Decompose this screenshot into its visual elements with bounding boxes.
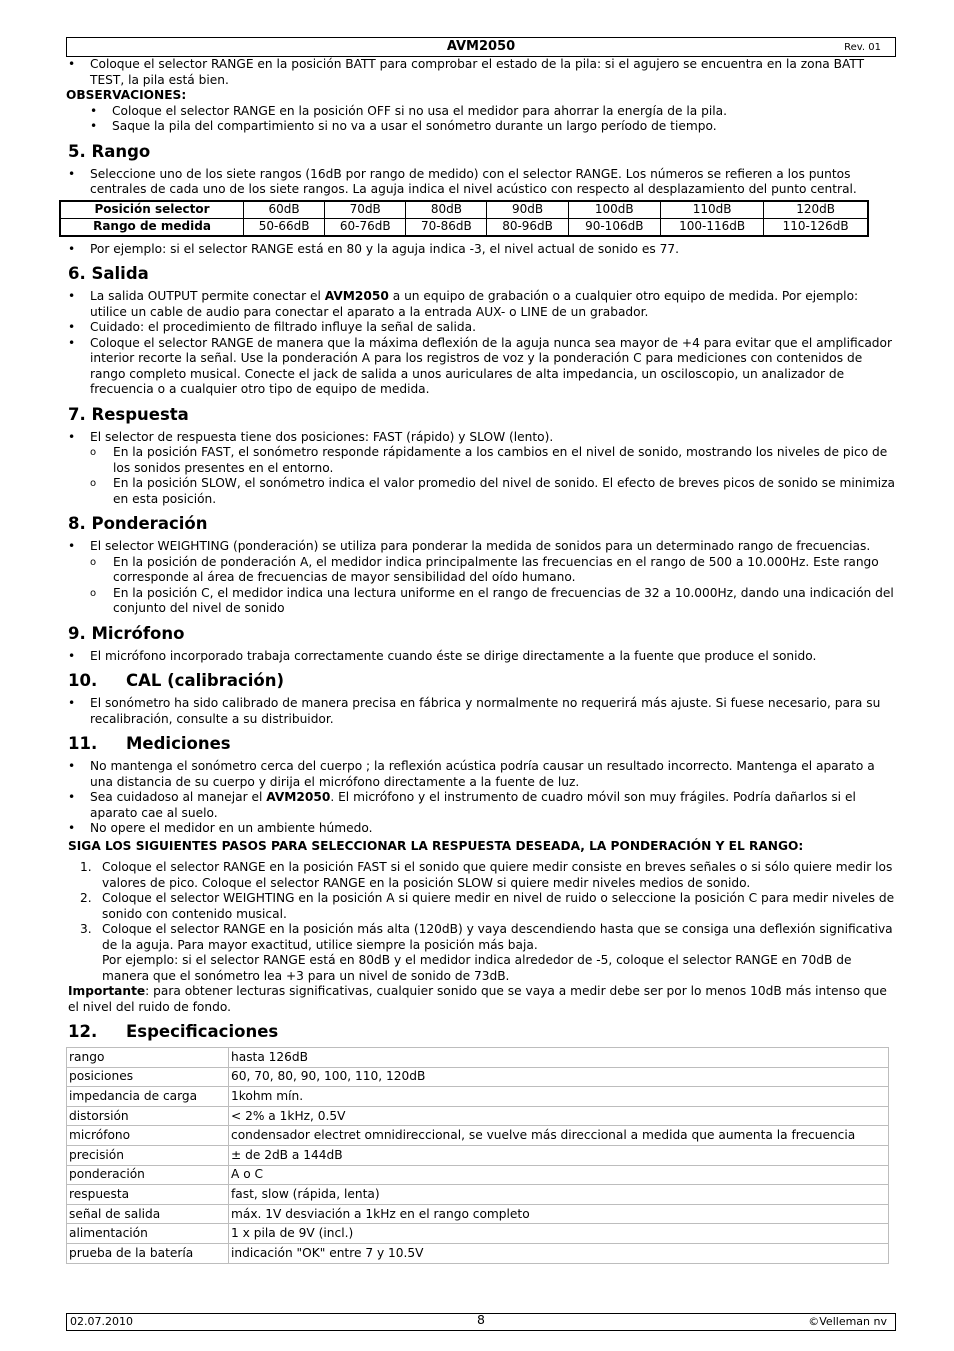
table-cell: 120dB	[764, 201, 868, 219]
steps-heading: SIGA LOS SIGUIENTES PASOS PARA SELECCIONAR LA RESPUESTA DESEADA, LA PONDERACIÓN Y EL RANGO:	[68, 838, 804, 853]
table-cell: 90-106dB	[568, 218, 660, 236]
header-revision: Rev. 01	[844, 42, 881, 53]
table-cell: 70-86dB	[406, 218, 487, 236]
list-item: • Coloque el selector RANGE en la posición OFF si no usa el medidor para ahorrar la energía de la pila.	[88, 104, 896, 120]
spec-key: señal de salida	[67, 1204, 229, 1224]
section-heading: 7. Respuesta	[68, 404, 189, 424]
header-title: AVM2050	[446, 39, 516, 54]
table-row	[67, 1106, 889, 1126]
table-cell: 110-126dB	[764, 218, 868, 236]
spec-value: hasta 126dB	[229, 1048, 889, 1068]
table-row	[67, 1048, 889, 1068]
section-list	[66, 242, 896, 258]
table-row	[67, 1224, 889, 1244]
table-row	[67, 1185, 889, 1205]
document-page	[66, 37, 896, 1264]
section-heading: 6. Salida	[68, 264, 149, 283]
table-row	[67, 1087, 889, 1107]
table-row	[67, 1145, 889, 1165]
spec-key: rango	[67, 1048, 229, 1068]
spec-key: posiciones	[67, 1067, 229, 1087]
footer-date: 02.07.2010	[70, 1315, 133, 1328]
section-heading: 8. Ponderación	[68, 514, 208, 533]
section-heading: 11. Mediciones	[68, 734, 231, 753]
list-item: 1. Coloque el selector RANGE en la posición FAST si el sonido que quiere medir consiste en breves señales o si sólo quiere medir los valores de pico. Coloque el selector RANGE en la posición SLOW si quiere medir niveles medios de sonido.	[80, 860, 893, 890]
table-cell: 60dB	[244, 201, 325, 219]
list-item: • Cuidado: el procedimiento de filtrado influye la señal de salida.	[66, 320, 896, 336]
spec-key: precisión	[67, 1145, 229, 1165]
observations-label: OBSERVACIONES:	[66, 88, 187, 102]
table-cell: 80dB	[406, 201, 487, 219]
section-heading: 12. Especificaciones	[68, 1022, 279, 1041]
spec-value: 1kohm mín.	[229, 1087, 889, 1107]
list-item: 3. Coloque el selector RANGE en la posición más alta (120dB) y vaya descendiendo hasta que se consiga una deflexión significativa de la aguja. Para mayor exactitud, utilice siempre la posición más baja. Por ejemplo: si el selector RANGE está en 80dB y el medidor indica alrededor de -5, coloque el selector RANGE en 70dB de manera que el sonómetro lea +3 para un nivel de sonido de 73dB.	[80, 922, 893, 983]
section-heading: 5. Rango	[68, 141, 151, 161]
table-row	[67, 1204, 889, 1224]
spec-value: máx. 1V desviación a 1kHz en el rango completo	[229, 1204, 889, 1224]
table-row	[67, 1243, 889, 1263]
observations-list	[66, 104, 896, 135]
list-item: • No opere el medidor en un ambiente húmedo.	[66, 821, 896, 837]
spec-value: 1 x pila de 9V (incl.)	[229, 1224, 889, 1244]
table-cell: 110dB	[660, 201, 763, 219]
table-cell: 70dB	[325, 201, 406, 219]
section-list	[66, 539, 896, 617]
list-item: • Por ejemplo: si el selector RANGE está en 80 y la aguja indica -3, el nivel actual de sonido es 77.	[66, 242, 896, 258]
spec-value: condensador electret omnidireccional, se vuelve más direccional a medida que aumenta la frecuencia	[229, 1126, 889, 1146]
spec-key: distorsión	[67, 1106, 229, 1126]
list-item: • Sea cuidadoso al manejar el AVM2050. El micrófono y el instrumento de cuadro móvil son muy frágiles. Podría dañarlos si el aparato cae al suelo.	[66, 790, 896, 821]
intro-list	[66, 57, 896, 88]
spec-value: fast, slow (rápida, lenta)	[229, 1185, 889, 1205]
spec-key: ponderación	[67, 1165, 229, 1185]
sub-list-item: o En la posición SLOW, el sonómetro indica el valor promedio del nivel de sonido. El efecto de breves picos de sonido se minimiza en esta posición.	[66, 476, 896, 507]
list-item: • La salida OUTPUT permite conectar el AVM2050 a un equipo de grabación o a cualquier otro equipo de medida. Por ejemplo: utilice un cable de audio para conectar el aparato a la entrada AUX- o LINE de un grabador.	[66, 289, 896, 320]
table-row	[60, 218, 868, 236]
page-header	[66, 37, 896, 57]
list-item: • Coloque el selector RANGE en la posición BATT para comprobar el estado de la pila: si el agujero se encuentra en la zona BATT TEST, la pila está bien.	[66, 57, 896, 88]
spec-key: impedancia de carga	[67, 1087, 229, 1107]
steps-list	[66, 860, 896, 984]
section-list	[66, 649, 896, 665]
section-heading: 10. CAL (calibración)	[68, 671, 285, 690]
spec-key: respuesta	[67, 1185, 229, 1205]
spec-value: indicación "OK" entre 7 y 10.5V	[229, 1243, 889, 1263]
section-heading: 9. Micrófono	[68, 623, 185, 643]
sub-list-item: o En la posición C, el medidor indica una lectura uniforme en el rango de frecuencias de 32 a 10.000Hz, dando una indicación del conjunto del nivel de sonido	[66, 586, 896, 617]
table-cell: Rango de medida	[60, 218, 244, 236]
table-row	[67, 1067, 889, 1087]
spec-key: alimentación	[67, 1224, 229, 1244]
spec-key: prueba de la batería	[67, 1243, 229, 1263]
list-item: • Coloque el selector RANGE de manera que la máxima deflexión de la aguja nunca sea mayor de +4 para evitar que el amplificador interior recorte la señal. Use la ponderación A para los registros de voz y la ponderación C para mediciones con contenidos de rango completo musical. Conecte el jack de salida a unos auriculares de alta impedancia, un osciloscopio, un analizador de frecuencia o a cualquier otro tipo de equipo de medida.	[66, 336, 896, 398]
sub-list-item: o En la posición de ponderación A, el medidor indica principalmente las frecuencias en el rango de 500 a 10.000Hz. Este rango corresponde al área de frecuencias de mayor sensibilidad del oído humano.	[66, 555, 896, 586]
table-cell: 80-96dB	[487, 218, 568, 236]
important-note: Importante: para obtener lecturas significativas, cualquier sonido que se vaya a medir debe ser por lo menos 10dB más intenso que el nivel del ruido de fondo.	[68, 984, 887, 1014]
table-cell: 60-76dB	[325, 218, 406, 236]
table-row	[67, 1165, 889, 1185]
footer-copyright: ©Velleman nv	[808, 1315, 887, 1328]
page-footer	[66, 1313, 896, 1331]
range-table	[59, 200, 869, 237]
table-cell: 100-116dB	[660, 218, 763, 236]
section-list	[66, 167, 896, 198]
table-cell: Posición selector	[60, 201, 244, 219]
specifications-table	[66, 1047, 889, 1264]
list-item: • El selector de respuesta tiene dos posiciones: FAST (rápido) y SLOW (lento).	[66, 430, 896, 446]
list-item: • El selector WEIGHTING (ponderación) se utiliza para ponderar la medida de sonidos para un determinado rango de frecuencias.	[66, 539, 896, 555]
section-list	[66, 289, 896, 398]
table-cell: 50-66dB	[244, 218, 325, 236]
list-item: • El micrófono incorporado trabaja correctamente cuando éste se dirige directamente a la fuente que produce el sonido.	[66, 649, 896, 665]
table-cell: 90dB	[487, 201, 568, 219]
list-item: • Saque la pila del compartimiento si no va a usar el sonómetro durante un largo período de tiempo.	[88, 119, 896, 135]
table-row	[60, 201, 868, 219]
section-list	[66, 759, 896, 837]
spec-value: < 2% a 1kHz, 0.5V	[229, 1106, 889, 1126]
table-cell: 100dB	[568, 201, 660, 219]
spec-value: A o C	[229, 1165, 889, 1185]
table-row	[67, 1126, 889, 1146]
spec-value: ± de 2dB a 144dB	[229, 1145, 889, 1165]
spec-key: micrófono	[67, 1126, 229, 1146]
page-number: 8	[477, 1312, 485, 1327]
list-item: • Seleccione uno de los siete rangos (16dB por rango de medido) con el selector RANGE. Los números se refieren a los puntos centrales de cada uno de los siete rangos. La aguja indica el nivel acústico con respecto al desplazamiento del punto central.	[66, 167, 896, 198]
list-item: 2. Coloque el selector WEIGHTING en la posición A si quiere medir en nivel de ruido o seleccione la posición C para medir niveles de sonido con contenido musical.	[80, 891, 895, 921]
section-list	[66, 696, 896, 727]
section-list	[66, 430, 896, 508]
list-item: • El sonómetro ha sido calibrado de manera precisa en fábrica y normalmente no requerirá más ajuste. Si fuese necesario, para su recalibración, consulte a su distribuidor.	[66, 696, 896, 727]
list-item: • No mantenga el sonómetro cerca del cuerpo ; la reflexión acústica podría causar un resultado incorrecto. Mantenga el aparato a una distancia de su cuerpo y dirija el micrófono directamente a la fuente de luz.	[66, 759, 896, 790]
spec-value: 60, 70, 80, 90, 100, 110, 120dB	[229, 1067, 889, 1087]
sub-list-item: o En la posición FAST, el sonómetro responde rápidamente a los cambios en el nivel de sonido, mostrando los niveles de pico de los sonidos presentes en el entorno.	[66, 445, 896, 476]
